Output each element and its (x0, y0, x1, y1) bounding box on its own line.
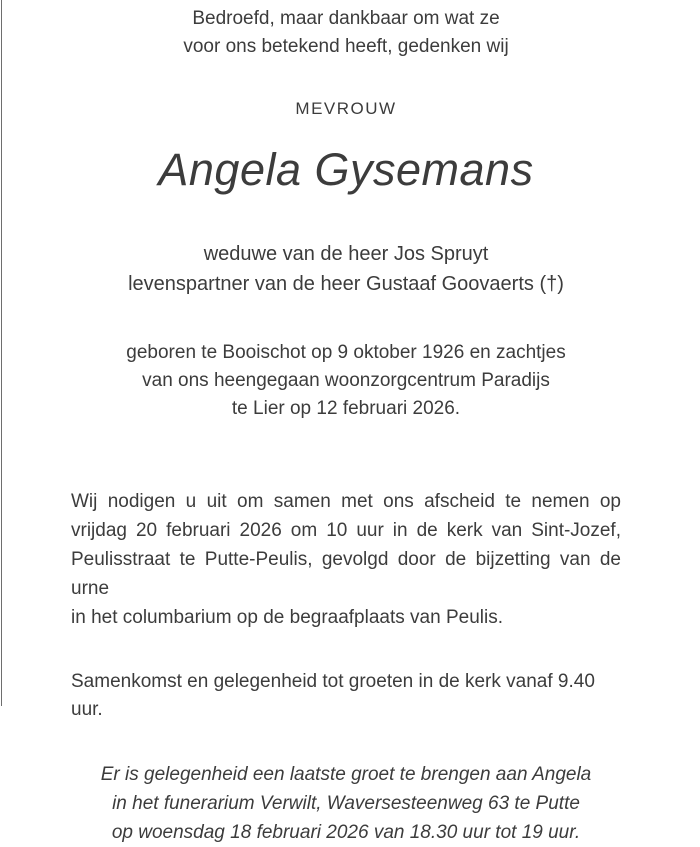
invitation-paragraph (71, 487, 621, 632)
visitation-text (71, 760, 621, 847)
visitation-line-2: in het funerarium Verwilt, Waversesteenweg 63 te Putte (112, 793, 580, 814)
life-line-2: van ons heengegaan woonzorgcentrum Paradijs (142, 370, 550, 391)
invitation-line-4: in het columbarium op de begraafplaats van Peulis. (71, 607, 503, 628)
relation-line-2: levenspartner van de heer Gustaaf Goovaerts (†) (128, 273, 564, 295)
relation-line-1: weduwe van de heer Jos Spruyt (203, 243, 489, 265)
intro-text (71, 5, 621, 61)
life-dates-text (71, 339, 621, 423)
gathering-text: Samenkomst en gelegenheid tot groeten in de kerk vanaf 9.40 uur. (71, 671, 595, 720)
relations-text (71, 239, 621, 299)
scan-edge-line (1, 0, 2, 706)
intro-line-1: Bedroefd, maar dankbaar om wat ze (192, 8, 500, 29)
honorific-title: MEVROUW (295, 99, 397, 118)
invitation-line-2: vrijdag 20 februari 2026 om 10 uur in de kerk van Sint-Jozef, (71, 520, 621, 541)
invitation-line-1: Wij nodigen u uit om samen met ons afscheid te nemen op (71, 491, 621, 512)
life-line-1: geboren te Booischot op 9 oktober 1926 en zachtjes (126, 342, 566, 363)
deceased-name: Angela Gysemans (158, 144, 534, 195)
visitation-line-1: Er is gelegenheid een laatste groet te brengen aan Angela (100, 764, 592, 785)
intro-line-2: voor ons betekend heeft, gedenken wij (183, 36, 509, 57)
visitation-line-3: op woensdag 18 februari 2026 van 18.30 uur tot 19 uur. (111, 822, 581, 843)
life-line-3: te Lier op 12 februari 2026. (231, 398, 461, 419)
invitation-line-3: Peulisstraat te Putte-Peulis, gevolgd door de bijzetting van de urne (71, 549, 621, 599)
